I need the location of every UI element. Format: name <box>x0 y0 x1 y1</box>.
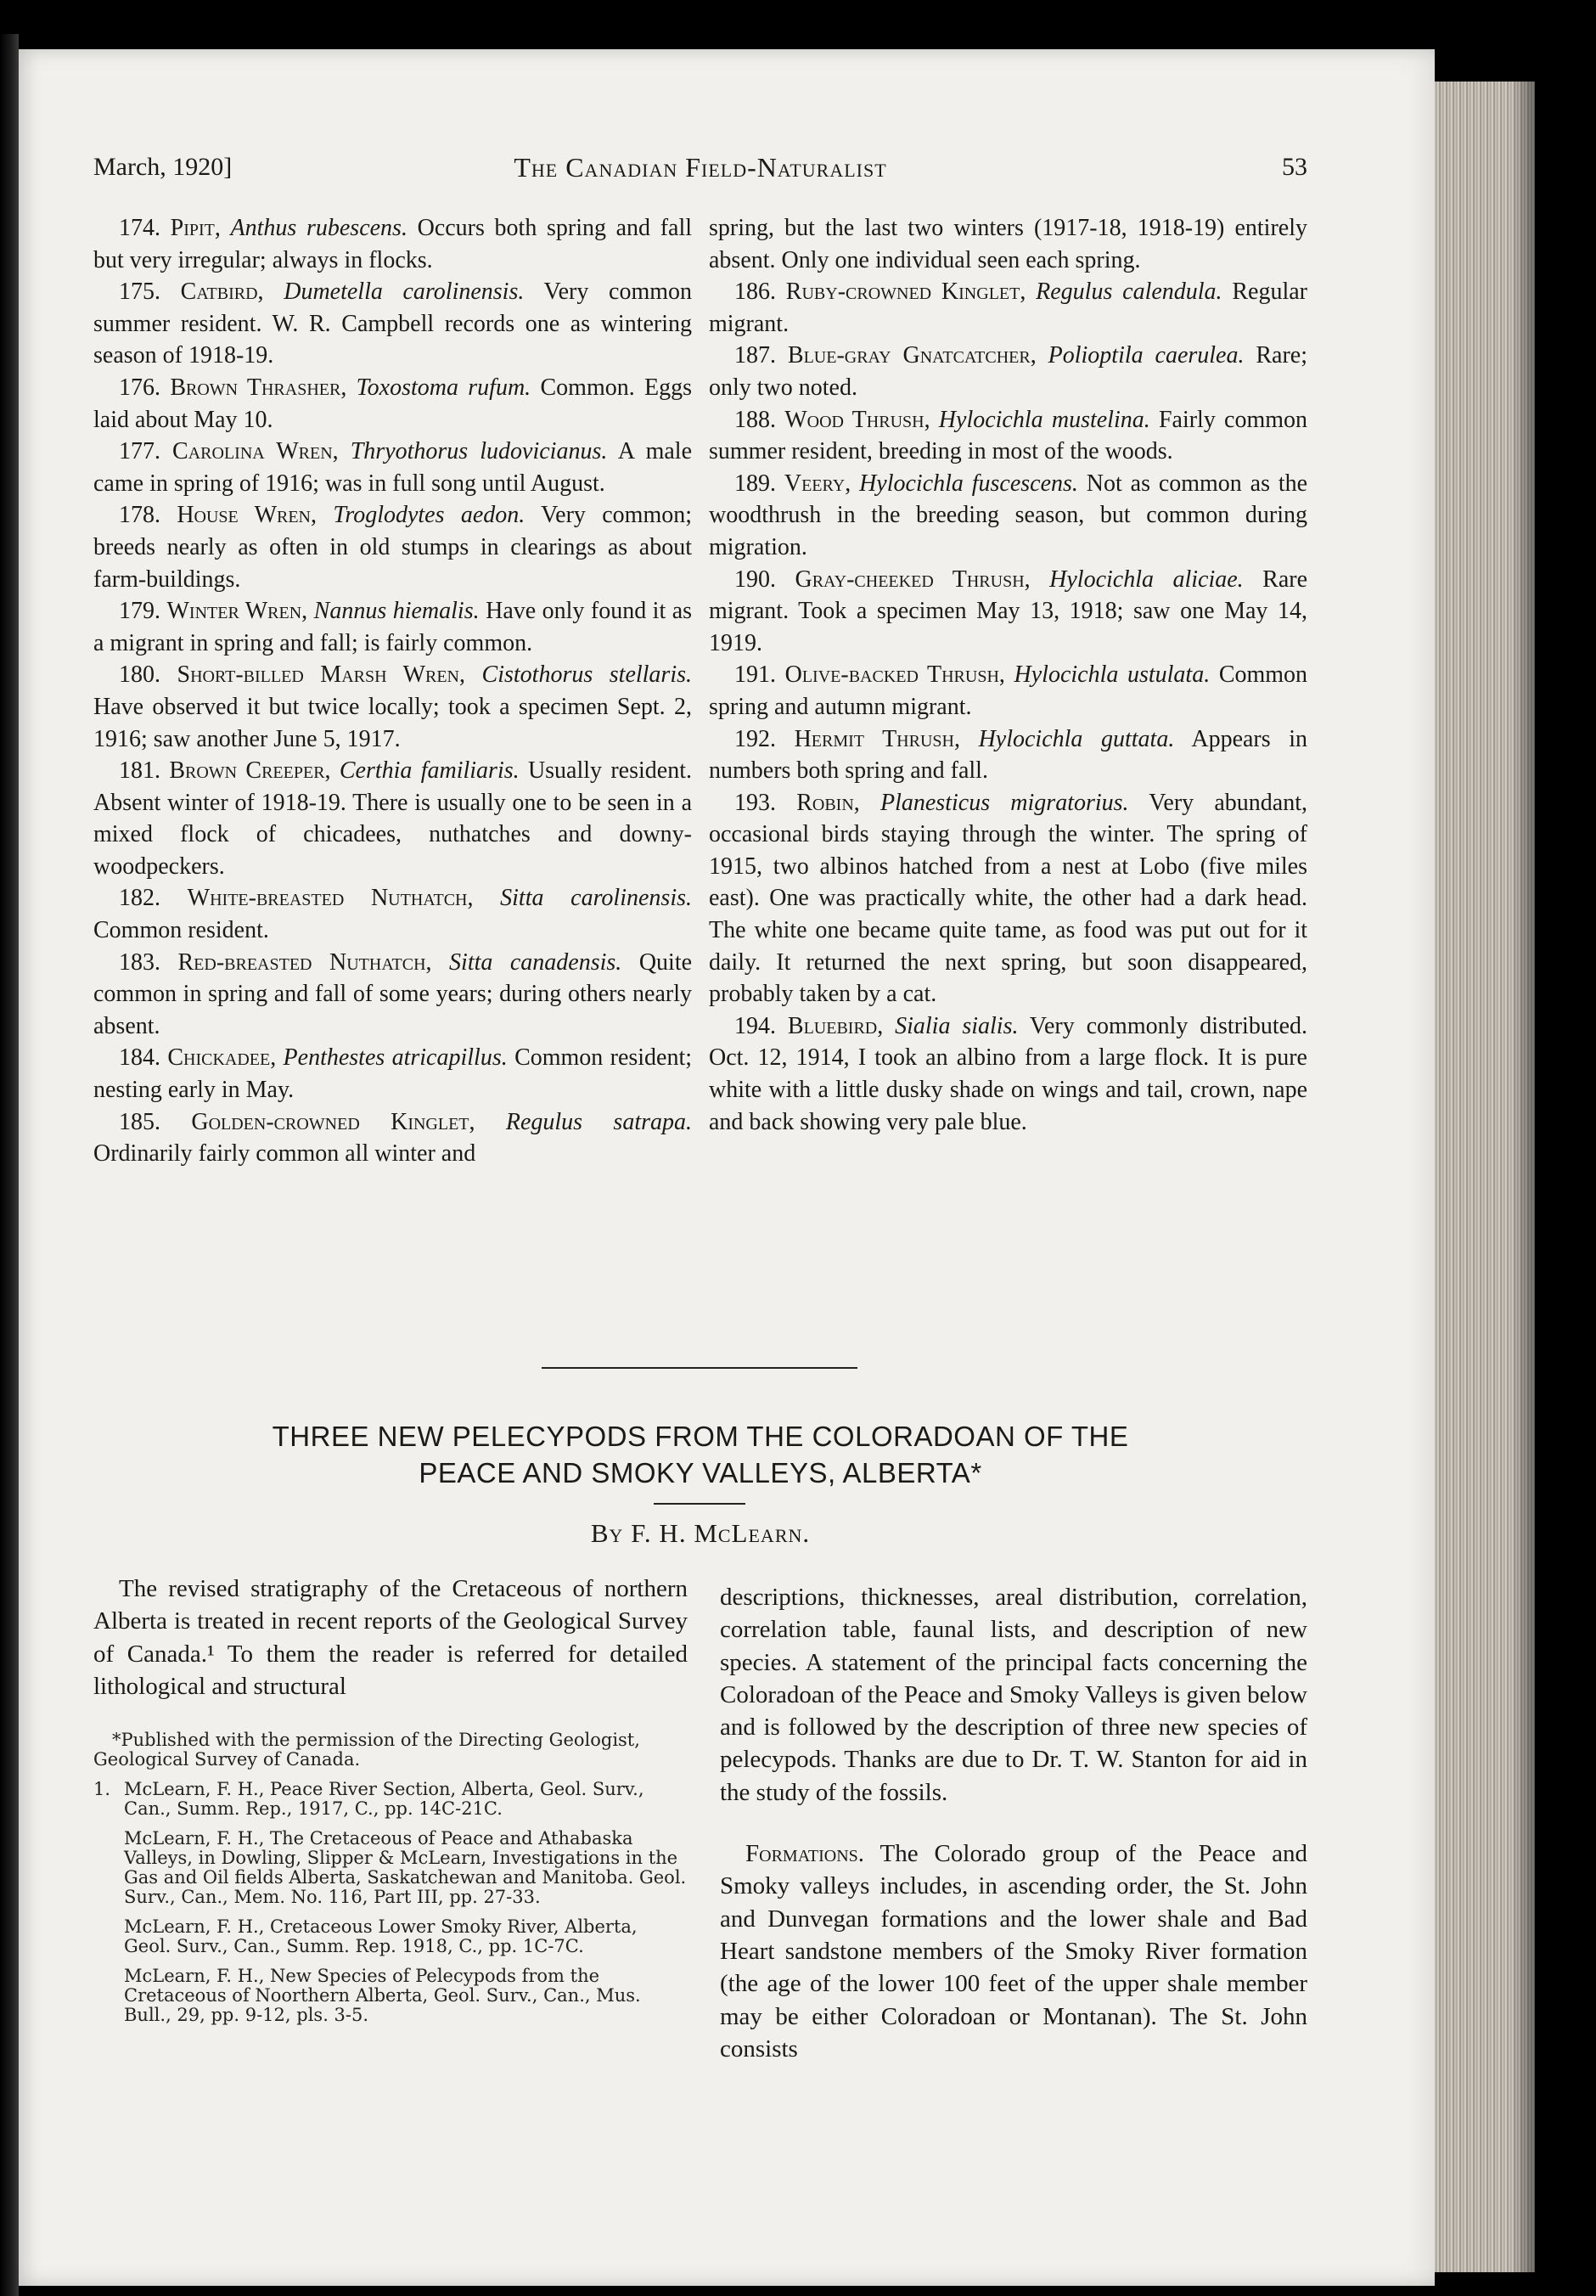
article-column-left <box>93 1573 688 1702</box>
species-entry: 193. Robin, Planesticus migratorius. Very abundant, occasional birds staying through the winter. The spring of 1915, two albinos hatched from a nest at Lobo (five miles east). One was practically white, the other had a dark head. The white one became quite tame, as food was put out for it daily. It returned the next spring, but soon disappeared, probably taken by a cat. <box>709 789 1308 1008</box>
species-entry: 185. Golden-crowned Kinglet, Regulus satrapa. Ordinarily fairly common all winter and <box>93 1108 692 1168</box>
species-entry: 182. White-breasted Nuthatch, Sitta carolinensis. Common resident. <box>93 885 692 944</box>
species-entry: 188. Wood Thrush, Hylocichla mustelina. Fairly common summer resident, breeding in most of the woods. <box>709 406 1308 465</box>
article-column-right <box>720 1581 1307 2065</box>
species-entry: 190. Gray-cheeked Thrush, Hylocichla aliciae. Rare migrant. Took a specimen May 13, 1918; saw one May 14, 1919. <box>709 566 1308 656</box>
species-entry: 187. Blue-gray Gnatcatcher, Polioptila caerulea. Rare; only two noted. <box>709 342 1308 401</box>
author-byline: By F. H. McLearn. <box>590 1518 811 1548</box>
footnote-ref-3: McLearn, F. H., Cretaceous Lower Smoky River, Alberta, Geol. Surv., Can., Summ. Rep. 1918, C., pp. 1C-7C. <box>124 1916 638 1956</box>
title-underline <box>654 1503 745 1505</box>
footnote-star: *Published with the permission of the Directing Geologist, Geological Survey of Canada. <box>93 1730 640 1770</box>
species-entry: 181. Brown Creeper, Certhia familiaris. Usually resident. Absent winter of 1918-19. There is usually one to be seen in a mixed flock of chicadees, nuthatches and downy-woodpeckers. <box>93 757 692 880</box>
footnote-ref-4: McLearn, F. H., New Species of Pelecypods from the Cretaceous of Noorthern Alberta, Geol. Surv., Can., Mus. Bull., 29, pp. 9-12, pls. 3-5. <box>124 1966 641 2025</box>
running-head <box>93 146 1307 189</box>
intro-paragraph-continued: descriptions, thicknesses, areal distribution, correlation, correlation table, faunal lists, and description of new species. A statement of the principal facts concerning the Coloradoan of the Peace and Smoky Valleys is given below and is followed by the description of three new species of pelecypods. Thanks are due to Dr. T. W. Stanton for aid in the study of the fossils. <box>720 1584 1307 1806</box>
species-entry: 191. Olive-backed Thrush, Hylocichla ustulata. Common spring and autumn migrant. <box>709 661 1308 720</box>
species-entry: 186. Ruby-crowned Kinglet, Regulus calendula. Regular migrant. <box>709 279 1307 337</box>
species-column-right <box>709 212 1307 1138</box>
species-entry-continued: spring, but the last two winters (1917-18, 1918-19) entirely absent. Only one individual seen each spring. <box>709 215 1307 273</box>
species-entry: 178. House Wren, Troglodytes aedon. Very common; breeds nearly as often in old stumps in clearings as about farm-buildings. <box>93 502 693 593</box>
species-entry: 189. Veery, Hylocichla fuscescens. Not as common as the woodthrush in the breeding season, but common during migration. <box>709 470 1308 560</box>
footnote-number: 1. <box>93 1779 111 1799</box>
page-number: 53 <box>1282 153 1307 181</box>
footnote-ref-2: McLearn, F. H., The Cretaceous of Peace and Athabaska Valleys, in Dowling, Slipper & McLearn, Investigations in the Gas and Oil fields Alberta, Saskatchewan and Manitoba. Geol. Surv., Can., Mem. No. 116, Part III, pp. 27-33. <box>124 1828 687 1907</box>
species-entry: 192. Hermit Thrush, Hylocichla guttata. Appears in numbers both spring and fall. <box>709 725 1308 785</box>
species-entry: 179. Winter Wren, Nannus hiemalis. Have only found it as a migrant in spring and fall; is fairly common. <box>93 598 693 656</box>
footnote-1: 1. McLearn, F. H., Peace River Section, Alberta, Geol. Surv., Can., Summ. Rep., 1917, C., pp. 14C-21C. <box>93 1779 644 1819</box>
intro-paragraph: The revised stratigraphy of the Cretaceous of northern Alberta is treated in recent reports of the Geological Survey of Canada.¹ To them the reader is referred for detailed lithological and structural <box>93 1575 688 1700</box>
species-entry: 177. Carolina Wren, Thryothorus ludovicianus. A male came in spring of 1916; was in full song until August. <box>93 438 692 497</box>
species-entry: 180. Short-billed Marsh Wren, Cistothorus stellaris. Have observed it but twice locally; took a specimen Sept. 2, 1916; saw another June 5, 1917. <box>93 661 692 752</box>
species-entry: 194. Bluebird, Sialia sialis. Very commonly distributed. Oct. 12, 1914, I took an albino from a large flock. It is pure white with a little dusky shade on wings and tail, crown, nape and back showing very pale blue. <box>709 1012 1308 1135</box>
species-entry: 175. Catbird, Dumetella carolinensis. Very common summer resident. W. R. Campbell records one as wintering season of 1918-19. <box>93 279 693 369</box>
species-entry: 174. Pipit, Anthus rubescens. Occurs both spring and fall but very irregular; always in flocks. <box>93 215 693 273</box>
issue-date: March, 1920] <box>93 153 233 181</box>
formations-paragraph: Formations. The Colorado group of the Peace and Smoky valleys includes, in ascending order, the St. John and Dunvegan formations and the lower shale and Bad Heart sandstone members of the Smoky River formation (the age of the lower 100 feet of the upper shale member may be either Coloradoan or Montanan). The St. John consists <box>720 1840 1307 2062</box>
article-title <box>93 1418 1307 1491</box>
species-entry: 176. Brown Thrasher, Toxostoma rufum. Common. Eggs laid about May 10. <box>93 374 693 433</box>
species-column-left <box>93 212 692 1170</box>
footnotes <box>93 1730 688 2035</box>
journal-title: The Canadian Field-Naturalist <box>514 152 887 183</box>
book-spine-shadow <box>0 34 19 2296</box>
species-entry: 184. Chickadee, Penthestes atricapillus. Common resident; nesting early in May. <box>93 1044 693 1104</box>
species-entry: 183. Red-breasted Nuthatch, Sitta canadensis. Quite common in spring and fall of some years; during others nearly absent. <box>93 948 693 1039</box>
article-title-line-1: THREE NEW PELECYPODS FROM THE COLORADOAN OF THE <box>272 1421 1129 1452</box>
formations-heading: Formations. <box>745 1840 865 1868</box>
article-title-line-2: PEACE AND SMOKY VALLEYS, ALBERTA* <box>419 1457 982 1488</box>
page-edges-shadow <box>1511 82 1535 2272</box>
section-divider <box>542 1367 857 1369</box>
